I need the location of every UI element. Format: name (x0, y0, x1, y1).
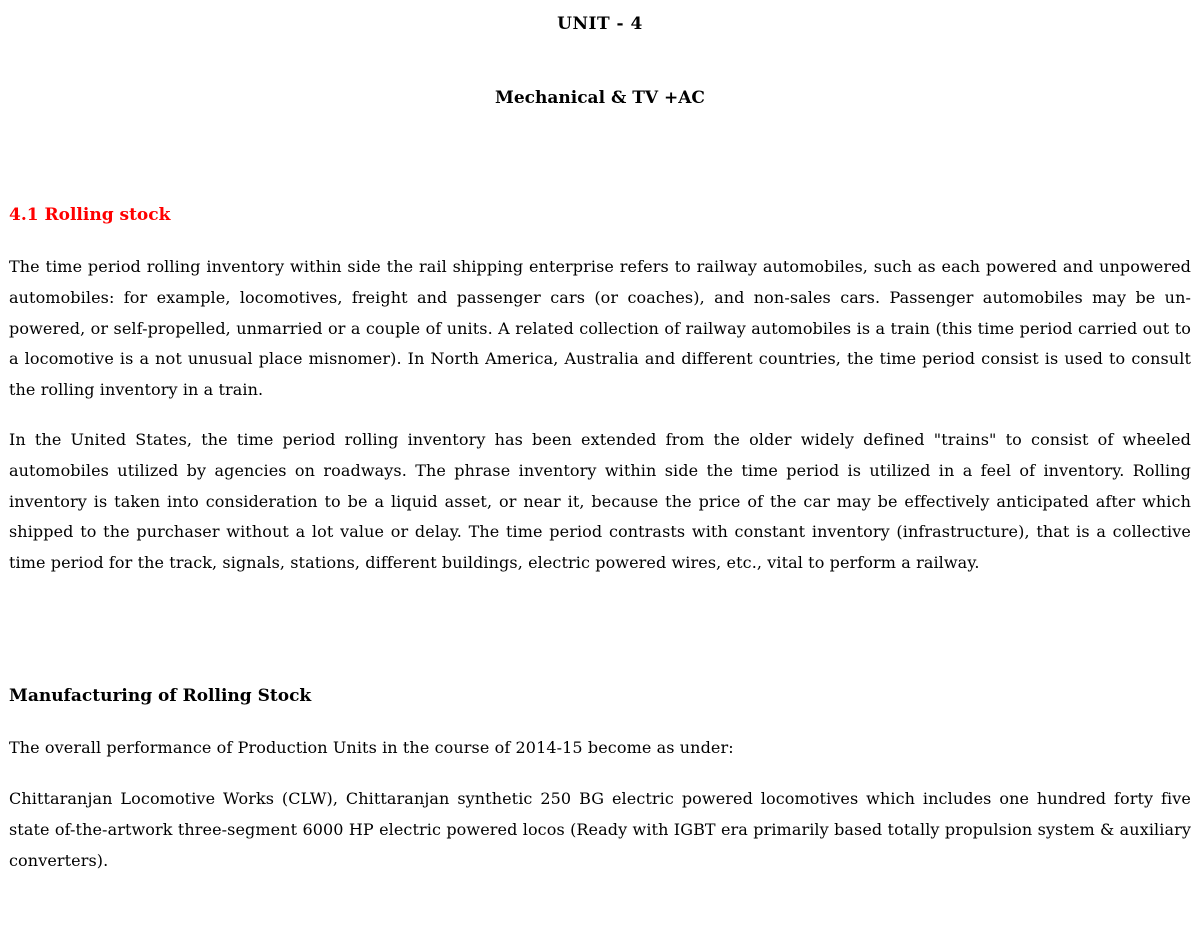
section-heading-rolling-stock: 4.1 Rolling stock (9, 205, 171, 225)
subject-title: Mechanical & TV +AC (495, 88, 705, 108)
paragraph-clw: Chittaranjan Locomotive Works (CLW), Chittaranjan synthetic 250 BG electric powered locomotives which includes one hundred forty five state of-the-artwork three-segment 6000 HP electric powered locos (Ready with IGBT era primarily based totally propulsion system & auxiliary converters). (9, 789, 1191, 870)
paragraph-rolling-stock-us: In the United States, the time period rolling inventory has been extended from the older widely defined "trains" to consist of wheeled automobiles utilized by agencies on roadways. The phrase inventory within side the time period is utilized in a feel of inventory. Rolling inventory is taken into consideration to be a liquid asset, or near it, because the price of the car may be effectively anticipated after which shipped to the purchaser without a lot value or delay. The time period contrasts with constant inventory (infrastructure), that is a collective time period for the track, signals, stations, different buildings, electric powered wires, etc., vital to perform a railway. (9, 430, 1191, 573)
section-heading-manufacturing: Manufacturing of Rolling Stock (9, 686, 312, 706)
unit-title: UNIT - 4 (557, 14, 643, 34)
paragraph-rolling-stock-definition: The time period rolling inventory within side the rail shipping enterprise refers to railway automobiles, such as each powered and unpowered automobiles: for example, locomotives, freight and passenger cars (or coaches), and non-sales cars. Passenger automobiles may be un-powered, or self-propelled, unmarried or a couple of units. A related collection of railway automobiles is a train (this time period carried out to a locomotive is a not unusual place misnomer). In North America, Australia and different countries, the time period consist is used to consult the rolling inventory in a train. (9, 257, 1191, 400)
paragraph-performance-intro: The overall performance of Production Units in the course of 2014-15 become as under: (9, 738, 734, 757)
